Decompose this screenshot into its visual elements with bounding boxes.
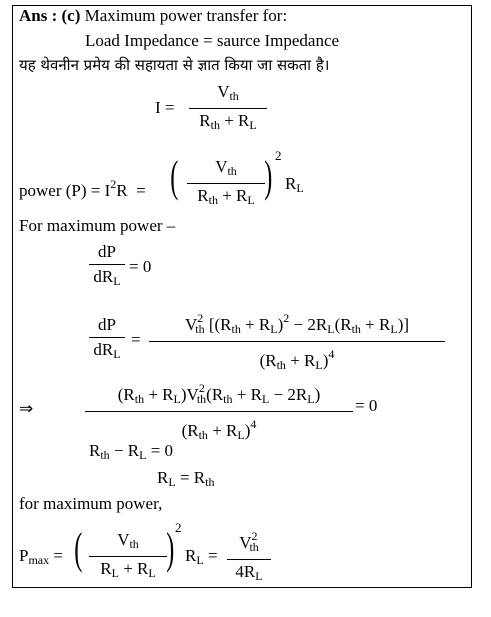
fraction-bar <box>187 183 265 184</box>
eq-expanded-equals: = <box>131 330 141 349</box>
fraction-bar <box>89 264 125 265</box>
answer-title <box>19 6 287 26</box>
for-max-power-text: for maximum power, <box>19 494 163 513</box>
eq-expanded-num: $V^2_{th}$ $[(R_{th} + R_L)^2 - 2R_L(R_{th} + R_L)]$ <box>184 311 410 336</box>
paren-close: ) <box>264 152 273 201</box>
eq-implies-rhs: = 0 <box>355 396 378 415</box>
eq-current-den: $R_{th} + R_L$ <box>199 111 257 132</box>
eq-derivative-fraction <box>89 242 125 291</box>
eq-implies-fraction <box>85 378 353 445</box>
eq-current-lhs: I = <box>155 98 175 117</box>
hindi-note: यह थेवनीन प्रमेय की सहायता से ज्ञात किया जा सकता है। <box>19 56 330 74</box>
eq-pmax-exponent: 2 <box>175 520 182 535</box>
impedance-condition: Load Impedance = saurce Impedance <box>85 31 340 50</box>
eq-power-fraction <box>187 157 265 210</box>
eq-pmax-rhs-fraction <box>227 526 271 586</box>
paren-open: ( <box>170 152 179 201</box>
eq-rl-equals-rth: $R_L = R_{th}$ <box>157 468 215 489</box>
eq-pmax-lhs: $P_{max}$ = <box>19 546 63 567</box>
eq-rth-minus-rl: $R_{th} - R_L = 0$ <box>89 441 174 462</box>
eq-derivative-num: dP <box>98 242 116 261</box>
eq-implies-den: $(R_{th} + R_L)^4$ <box>181 417 257 442</box>
fraction-bar <box>149 341 445 342</box>
eq-expanded-lhs-fraction <box>89 315 125 364</box>
for-max-power-heading: For maximum power – <box>19 216 176 235</box>
eq-derivative-rhs: = 0 <box>129 257 152 276</box>
eq-expanded-den: $(R_{th} + R_L)^4$ <box>259 347 335 372</box>
fraction-bar <box>89 337 125 338</box>
eq-expanded-fraction <box>149 308 445 375</box>
answer-box <box>12 5 472 588</box>
eq-power-num: $V_{th}$ <box>215 157 237 178</box>
eq-power-den: $R_{th} + R_L$ <box>197 186 255 207</box>
eq-pmax-fraction <box>89 530 167 583</box>
fraction-bar <box>227 559 271 560</box>
eq-expanded-lhs-num: dP <box>98 315 116 334</box>
paren-close: ) <box>166 524 175 573</box>
eq-derivative-den: $dR_L$ <box>93 267 121 288</box>
paren-open: ( <box>74 524 83 573</box>
eq-pmax-rhs-num: $V^2_{th}$ <box>239 529 259 554</box>
implies-arrow: ⇒ <box>19 399 34 419</box>
answer-prefix: Ans : (c) <box>19 6 81 25</box>
eq-implies-num: $(R_{th} + R_L)V^2_{th}(R_{th} + R_L - 2R_L)$ <box>117 381 321 406</box>
fraction-bar <box>89 556 167 557</box>
eq-power-rhs: $R_L$ <box>285 174 304 195</box>
eq-pmax-mid: $R_L$ = <box>185 546 218 567</box>
eq-pmax-den: $R_L + R_L$ <box>100 559 156 580</box>
eq-current-fraction <box>189 82 267 135</box>
eq-pmax-num: $V_{th}$ <box>117 530 139 551</box>
eq-current-num: $V_{th}$ <box>217 82 239 103</box>
eq-power-lhs: power $(P) = I^2R$ = <box>19 177 146 200</box>
fraction-bar <box>85 411 353 412</box>
eq-power-exponent: 2 <box>275 148 282 163</box>
fraction-bar <box>189 108 267 109</box>
eq-pmax-rhs-den: $4R_L$ <box>235 562 263 583</box>
eq-expanded-lhs-den: $dR_L$ <box>93 340 121 361</box>
answer-title-text: Maximum power transfer for: <box>80 6 288 25</box>
